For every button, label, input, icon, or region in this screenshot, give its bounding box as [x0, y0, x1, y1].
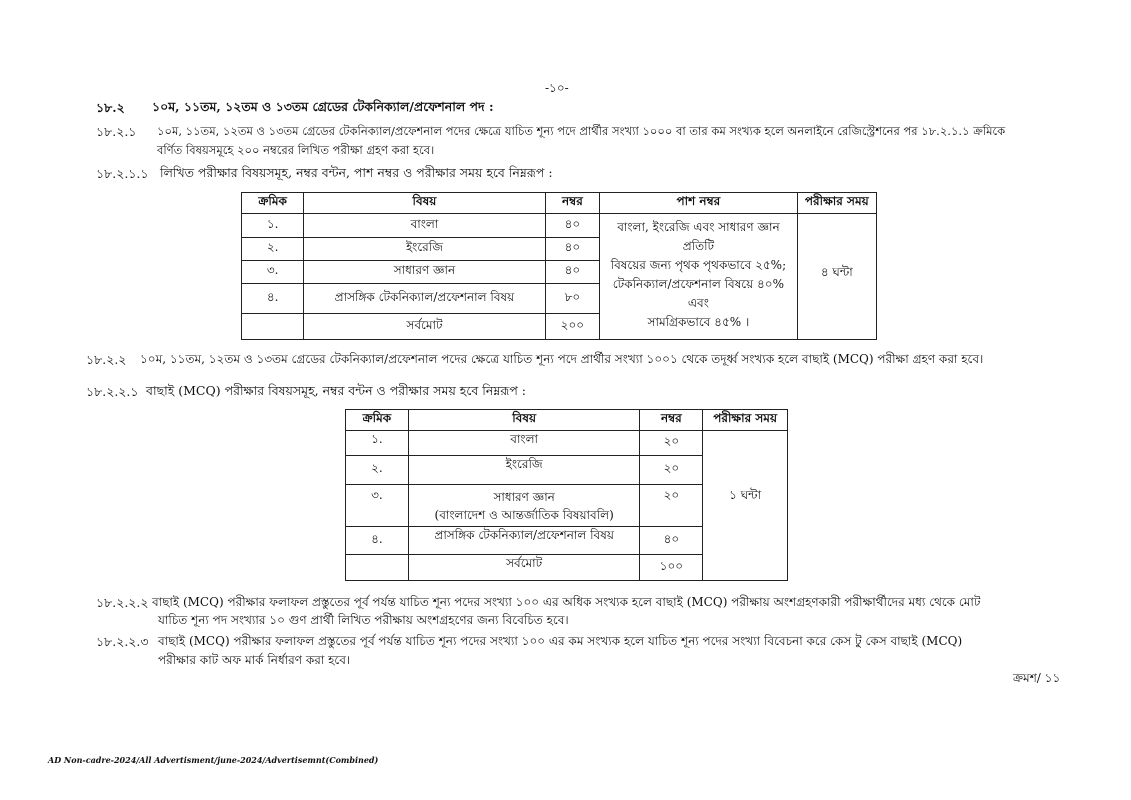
page-number: -১০-	[545, 81, 569, 95]
total-marks: ২০০	[545, 314, 600, 340]
paragraph-line: লিখিত পরীক্ষার বিষয়সমূহ, নম্বর বন্টন, পাশ নম্বর ও পরীক্ষার সময় হবে নিম্নরূপ :	[160, 165, 553, 180]
serial-cell: ৩.	[242, 261, 304, 284]
header-cell: পরীক্ষার সময়	[703, 410, 788, 431]
pass-marks-line: টেকনিক্যাল/প্রফেশনাল বিষয়ে ৪০% এবং	[612, 277, 785, 310]
marks-cell: ২০	[640, 456, 703, 485]
paragraph-line: বাছাই (MCQ) পরীক্ষার ফলাফল প্রস্তুতের পূর্ব পর্যন্ত যাচিত শূন্য পদের সংখ্যা ১০০ এর অধিক সংখ্যক হলে বাছাই (MCQ) পরীক্ষায় অংশগ্রহণকারী পরীক্ষার্থীদের মধ্য থেকে মোট	[152, 595, 981, 609]
section-number: ১৮.২.২.২	[96, 595, 149, 610]
serial-cell: ১.	[242, 214, 304, 238]
section-number: ১৮.২.২	[86, 352, 127, 367]
marks-cell: ৪০	[545, 214, 600, 238]
paragraph-line: বাছাই (MCQ) পরীক্ষার বিষয়সমূহ, নম্বর বন্টন ও পরীক্ষার সময় হবে নিম্নরূপ :	[146, 383, 527, 398]
marks-cell: ২০	[640, 485, 703, 527]
section-title: ১০ম, ১১তম, ১২তম ও ১৩তম গ্রেডের টেকনিক্যাল/প্রফেশনাল পদ :	[152, 99, 494, 114]
marks-cell: ২০	[640, 431, 703, 456]
exam-time-cell: ৪ ঘন্টা	[797, 214, 876, 340]
header-cell: বিষয়	[408, 410, 640, 431]
section-number: ১৮.২.১	[96, 124, 137, 139]
header-cell: ক্রমিক	[242, 193, 304, 214]
serial-cell: ১.	[346, 431, 409, 456]
serial-cell: ৪.	[242, 284, 304, 314]
pass-marks-line: বিষয়ের জন্য পৃথক পৃথকভাবে ২৫%;	[610, 258, 787, 272]
section-number: ১৮.২.২.১	[86, 384, 139, 399]
subject-line: (বাংলাদেশ ও আন্তর্জাতিক বিষয়াবলি)	[434, 507, 614, 522]
marks-cell: ৪০	[640, 527, 703, 555]
exam-time-cell: ১ ঘন্টা	[703, 431, 788, 581]
paragraph-line: বর্ণিত বিষয়সমূহে ২০০ নম্বরের লিখিত পরীক্ষা গ্রহণ করা হবে।	[157, 143, 435, 157]
table-row	[242, 214, 877, 238]
section-number: ১৮.২.১.১	[96, 166, 149, 181]
serial-cell: ২.	[242, 238, 304, 261]
subject-cell: ইংরেজি	[408, 456, 640, 485]
section-number: ১৮.২.২.৩	[96, 634, 149, 649]
subject-cell: ইংরেজি	[304, 238, 545, 261]
continued-marker: ক্রমশ/ ১১	[1013, 671, 1061, 685]
pass-marks-cell	[600, 214, 797, 340]
marks-cell: ৪০	[545, 238, 600, 261]
header-cell: বিষয়	[304, 193, 545, 214]
paragraph-line: ১০ম, ১১তম, ১২তম ও ১৩তম গ্রেডের টেকনিক্যাল/প্রফেশনাল পদের ক্ষেত্রে যাচিত শূন্য পদে প্রার্থীর সংখ্যা ১০০০ বা তার কম সংখ্যক হলে অনলাইনে রেজিস্ট্রেশনের পর ১৮.২.১.১ ক্রমিকে	[157, 124, 1006, 138]
marks-cell: ৮০	[545, 284, 600, 314]
marks-cell: ৪০	[545, 261, 600, 284]
header-cell: নম্বর	[640, 410, 703, 431]
empty-cell	[346, 555, 409, 581]
empty-cell	[242, 314, 304, 340]
pass-marks-line: সামগ্রিকভাবে ৪৫% ।	[647, 315, 750, 329]
paragraph-line: ১০ম, ১১তম, ১২তম ও ১৩তম গ্রেডের টেকনিক্যাল/প্রফেশনাল পদের ক্ষেত্রে যাচিত শূন্য পদে প্রার্থীর সংখ্যা ১০০১ থেকে তদূর্ধ্ব সংখ্যক হলে বাছাই (MCQ) পরীক্ষা গ্রহণ করা হবে।	[140, 352, 984, 366]
subject-cell	[408, 485, 640, 527]
header-cell: নম্বর	[545, 193, 600, 214]
serial-cell: ২.	[346, 456, 409, 485]
paragraph-line: বাছাই (MCQ) পরীক্ষার ফলাফল প্রস্তুতের পূর্ব পর্যন্ত যাচিত শূন্য পদের সংখ্যা ১০০ এর কম সংখ্যক হলে যাচিত শূন্য পদের সংখ্যা বিবেচনা করে কেস টু কেস বাছাই (MCQ)	[158, 634, 963, 648]
total-marks: ১০০	[640, 555, 703, 581]
header-cell: ক্রমিক	[346, 410, 409, 431]
subject-cell: সাধারণ জ্ঞান	[304, 261, 545, 284]
serial-cell: ৩.	[346, 485, 409, 527]
subject-cell: প্রাসঙ্গিক টেকনিক্যাল/প্রফেশনাল বিষয়	[304, 284, 545, 314]
subject-cell: বাংলা	[304, 214, 545, 238]
serial-cell: ৪.	[346, 527, 409, 555]
header-cell: পাশ নম্বর	[600, 193, 797, 214]
pass-marks-line: বাংলা, ইংরেজি এবং সাধারণ জ্ঞান প্রতিটি	[617, 220, 780, 253]
table-row	[346, 431, 788, 456]
paragraph-line: যাচিত শূন্য পদ সংখ্যার ১০ গুণ প্রার্থী লিখিত পরীক্ষায় অংশগ্রহণের জন্য বিবেচিত হবে।	[158, 613, 569, 627]
paragraph-line: পরীক্ষার কাট অফ মার্ক নির্ধারণ করা হবে।	[158, 653, 351, 667]
written-exam-table	[241, 192, 877, 340]
total-label: সর্বমোট	[304, 314, 545, 340]
mcq-exam-table	[345, 409, 788, 581]
section-number: ১৮.২	[96, 100, 125, 115]
header-cell: পরীক্ষার সময়	[797, 193, 876, 214]
total-label: সর্বমোট	[408, 555, 640, 581]
subject-cell: প্রাসঙ্গিক টেকনিক্যাল/প্রফেশনাল বিষয়	[408, 527, 640, 555]
subject-cell: বাংলা	[408, 431, 640, 456]
footer-path: AD Non-cadre-2024/All Advertisment/june-2024/Advertisemnt(Combined)	[48, 755, 379, 765]
subject-line: সাধারণ জ্ঞান	[493, 489, 555, 504]
